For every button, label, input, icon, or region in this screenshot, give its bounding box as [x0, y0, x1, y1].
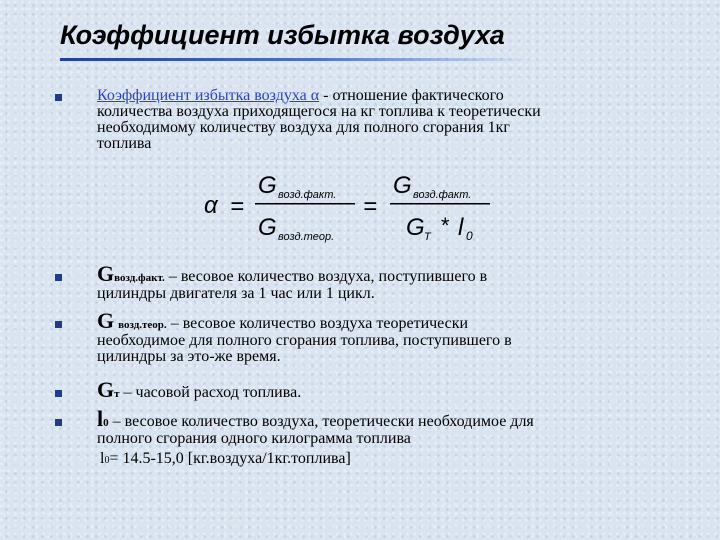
item-g-teor-line-1: G возд.теор. – весовое количество воздуха теоретически	[97, 308, 469, 333]
item-g-t	[97, 377, 302, 402]
formula-den1-sub: возд.теор.	[278, 231, 335, 243]
fraction-bar-1	[255, 203, 355, 205]
item-g-teor-line-2: необходимое для полного сгорания топлива, поступившего в	[97, 332, 512, 349]
item-g-t-line-1: Gт – часовой расход топлива.	[97, 377, 302, 402]
formula-num1-sub: возд.факт.	[278, 189, 337, 201]
slide-title: Коэффициент избытка воздуха	[60, 20, 505, 50]
formula-den2-G: G	[406, 214, 425, 241]
formula-eq-1: =	[230, 193, 245, 220]
bullet-definition	[55, 94, 62, 101]
definition-line-1: Коэффициент избытка воздуха α - отношение фактического	[97, 87, 504, 104]
formula-den1-G: G	[258, 214, 277, 241]
formula-times: *	[440, 213, 449, 238]
formula-num2-sub: возд.факт.	[413, 189, 472, 201]
formula-eq-2: =	[363, 193, 378, 220]
fraction-bar-2	[390, 203, 490, 205]
l0-value-line: l0= 14.5-15,0 [кг.воздуха/1кг.топлива]	[100, 450, 351, 467]
definition-line-3: необходимому количеству воздуха для полного сгорания 1кг	[97, 119, 510, 136]
item-l0-line-1: l0 – весовое количество воздуха, теоретически необходимое для	[97, 406, 534, 431]
item-l0-line-2: полного сгорания одного килограмма топлива	[97, 430, 411, 447]
formula-den2-sub: T	[424, 231, 431, 243]
item-g-teor-line-3: цилиндры за это-же время.	[97, 348, 281, 365]
definition-term: Коэффициент избытка воздуха α	[97, 87, 320, 104]
title-underline	[60, 58, 530, 61]
item-g-fact-line-1: Gвозд.факт. – весовое количество воздуха, поступившего в	[97, 261, 488, 286]
bullet-g-fact	[55, 274, 62, 281]
formula-num2-G: G	[393, 172, 412, 199]
formula-num1-G: G	[258, 172, 277, 199]
definition-line-2: количества воздуха приходящегося на кг топлива к теоретически	[97, 103, 541, 120]
item-g-fact-line-2: цилиндры двигателя за 1 час или 1 цикл.	[97, 285, 375, 302]
definition-line-4: топлива	[97, 135, 152, 152]
bullet-g-t	[55, 390, 62, 397]
formula-alpha: α	[204, 192, 218, 219]
formula-l-sub: 0	[466, 229, 473, 243]
item-g-teor	[97, 308, 512, 365]
bullet-g-teor	[55, 321, 62, 328]
item-l0	[97, 406, 534, 469]
formula-l: l	[458, 214, 464, 241]
alpha-formula	[200, 165, 510, 247]
definition-paragraph	[97, 88, 541, 152]
item-g-fact	[97, 261, 488, 302]
bullet-l0	[55, 419, 62, 426]
